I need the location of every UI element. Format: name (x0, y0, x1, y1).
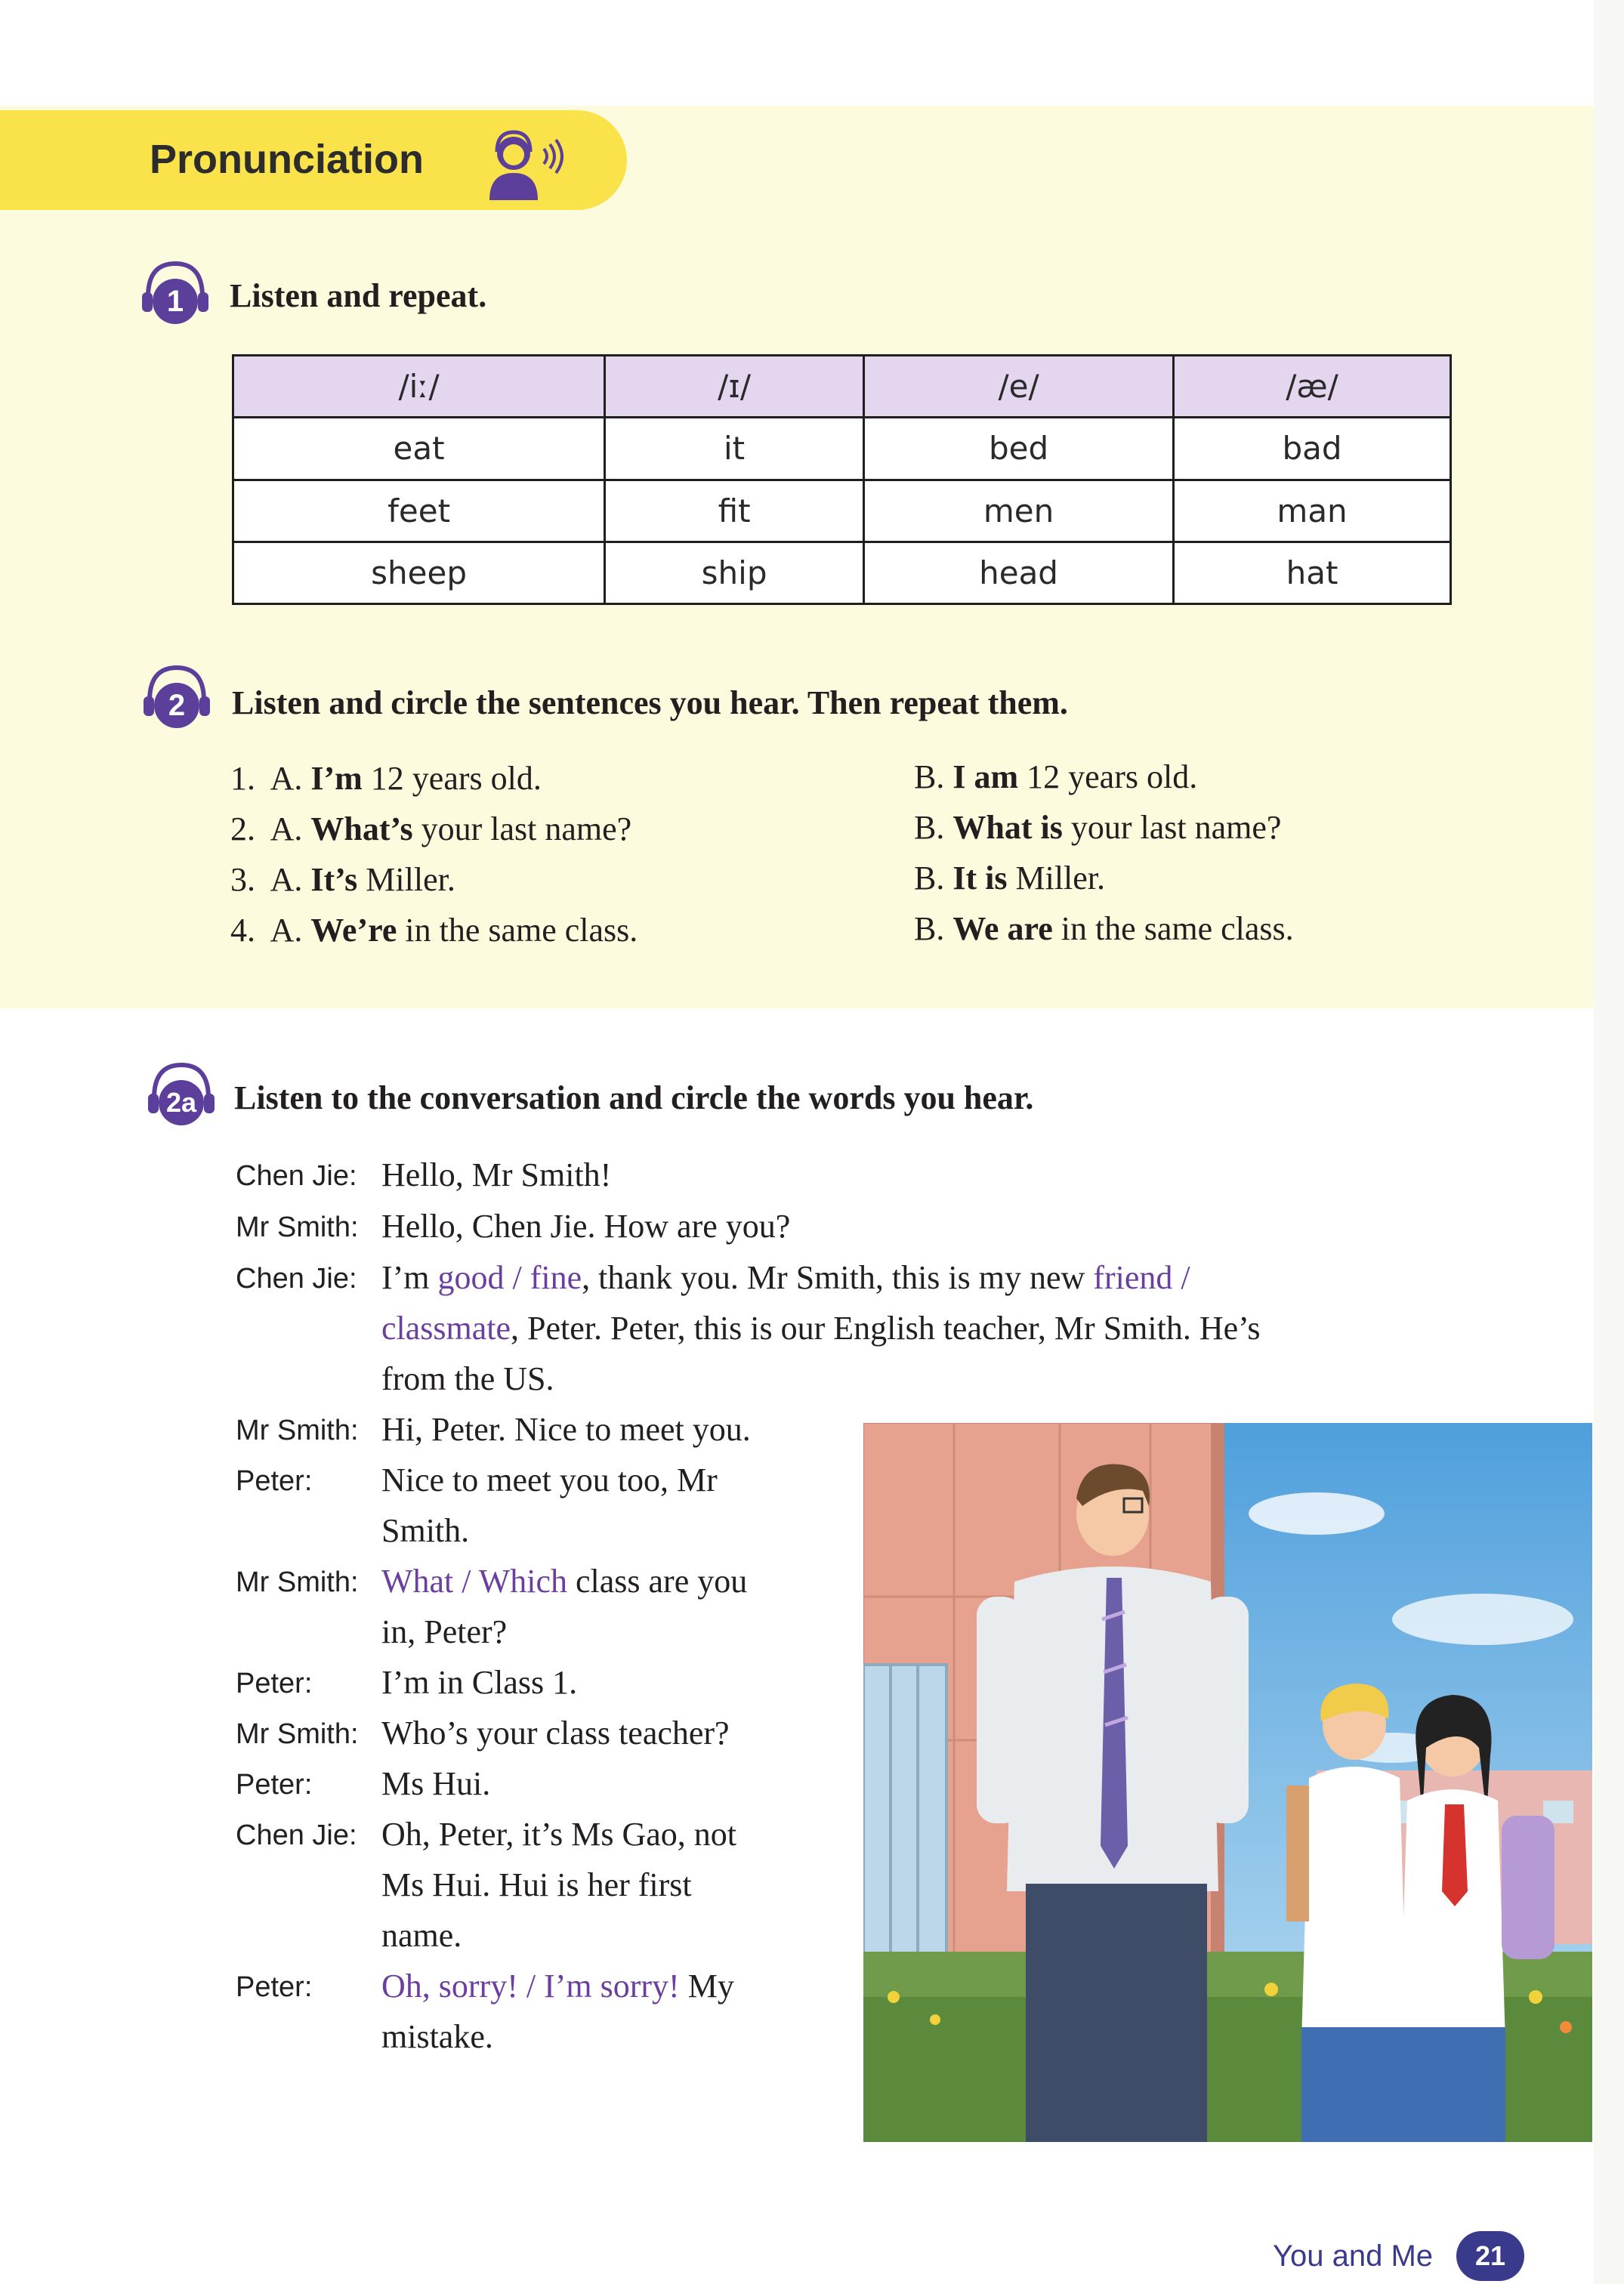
dialogue-line: from the US. (381, 1360, 554, 1397)
exercise-instruction: Listen and repeat. (230, 277, 487, 314)
word-choice[interactable]: What / Which (381, 1563, 567, 1600)
speaker-label: Mr Smith: (236, 1211, 359, 1243)
exercise-number: 1 (166, 285, 184, 318)
dialogue-line: I’m in Class 1. (381, 1664, 578, 1701)
dialogue-line: Ms Hui. (381, 1765, 491, 1802)
speaker-label: Peter: (236, 1971, 313, 2003)
table-header: /e/ (864, 356, 1174, 418)
unit-title: You and Me (1273, 2239, 1434, 2273)
word-choice[interactable]: good / fine (437, 1259, 582, 1296)
sentence-option-a[interactable]: 2. A. What’s your last name? (230, 810, 632, 847)
school-scene-illustration (863, 1423, 1592, 2142)
table-header: /æ/ (1174, 356, 1451, 418)
dialogue-line: I’m good / fine, thank you. Mr Smith, this is my new friend / (381, 1259, 1190, 1296)
table-cell: fit (605, 480, 864, 542)
sentence-option-b[interactable]: B. It is Miller. (914, 860, 1106, 897)
phonetic-table (232, 354, 1452, 605)
table-header: /ɪ/ (605, 356, 864, 418)
word-choice[interactable]: Oh, sorry! / I’m sorry! (381, 1968, 680, 2005)
dialogue-line: Smith. (381, 1512, 470, 1549)
speaker-label: Peter: (236, 1769, 313, 1801)
dialogue-line: What / Which class are you (381, 1563, 748, 1600)
table-cell: it (605, 418, 864, 480)
dialogue-line: in, Peter? (381, 1613, 508, 1650)
word-choice[interactable]: friend / (1093, 1259, 1190, 1296)
dialogue-line: Hello, Chen Jie. How are you? (381, 1208, 791, 1245)
speaker-label: Peter: (236, 1465, 313, 1497)
sentence-option-a[interactable]: 3. A. It’s Miller. (230, 861, 455, 898)
dialogue-line: Nice to meet you too, Mr (381, 1461, 718, 1498)
speaker-label: Chen Jie: (236, 1160, 357, 1192)
dialogue-line: Ms Hui. Hui is her first (381, 1866, 692, 1903)
speaker-label: Chen Jie: (236, 1263, 357, 1295)
dialogue-line: Hello, Mr Smith! (381, 1156, 612, 1193)
word-choice[interactable]: classmate (381, 1310, 511, 1347)
table-cell: ship (605, 542, 864, 603)
speaker-label: Mr Smith: (236, 1566, 359, 1598)
page-edge (1594, 0, 1624, 2284)
dialogue-line: name. (381, 1917, 462, 1954)
speaker-label: Peter: (236, 1668, 313, 1699)
sentence-option-a[interactable]: 1. A. I’m 12 years old. (230, 760, 542, 797)
dialogue-line: classmate, Peter. Peter, this is our English teacher, Mr Smith. He’s (381, 1310, 1261, 1347)
speaker-person-icon (483, 125, 567, 200)
speaker-label: Chen Jie: (236, 1819, 357, 1851)
dialogue-line: Hi, Peter. Nice to meet you. (381, 1411, 751, 1448)
sentence-option-b[interactable]: B. What is your last name? (914, 809, 1282, 846)
table-cell: bad (1174, 418, 1451, 480)
exercise-number: 2 (168, 689, 186, 722)
table-cell: men (864, 480, 1174, 542)
dialogue-line: mistake. (381, 2018, 493, 2055)
exercise-number: 2a (165, 1087, 197, 1118)
dialogue-line: Oh, Peter, it’s Ms Gao, not (381, 1816, 736, 1853)
table-cell: feet (233, 480, 605, 542)
exercise-instruction: Listen to the conversation and circle the words you hear. (234, 1079, 1034, 1116)
table-header: /iː/ (233, 356, 605, 418)
table-cell: hat (1174, 542, 1451, 603)
table-cell: head (864, 542, 1174, 603)
speaker-label: Mr Smith: (236, 1415, 359, 1446)
dialogue-line: Oh, sorry! / I’m sorry! My (381, 1968, 734, 2005)
exercise-instruction: Listen and circle the sentences you hear. Then repeat them. (232, 684, 1068, 721)
speaker-label: Mr Smith: (236, 1718, 359, 1750)
sentence-option-b[interactable]: B. I am 12 years old. (914, 758, 1198, 795)
sentence-option-b[interactable]: B. We are in the same class. (914, 910, 1294, 947)
table-cell: bed (864, 418, 1174, 480)
table-cell: sheep (233, 542, 605, 603)
sentence-option-a[interactable]: 4. A. We’re in the same class. (230, 912, 638, 949)
section-title: Pronunciation (150, 137, 424, 182)
dialogue-line: Who’s your class teacher? (381, 1715, 730, 1752)
page-number: 21 (1456, 2231, 1524, 2281)
table-cell: eat (233, 418, 605, 480)
table-cell: man (1174, 480, 1451, 542)
